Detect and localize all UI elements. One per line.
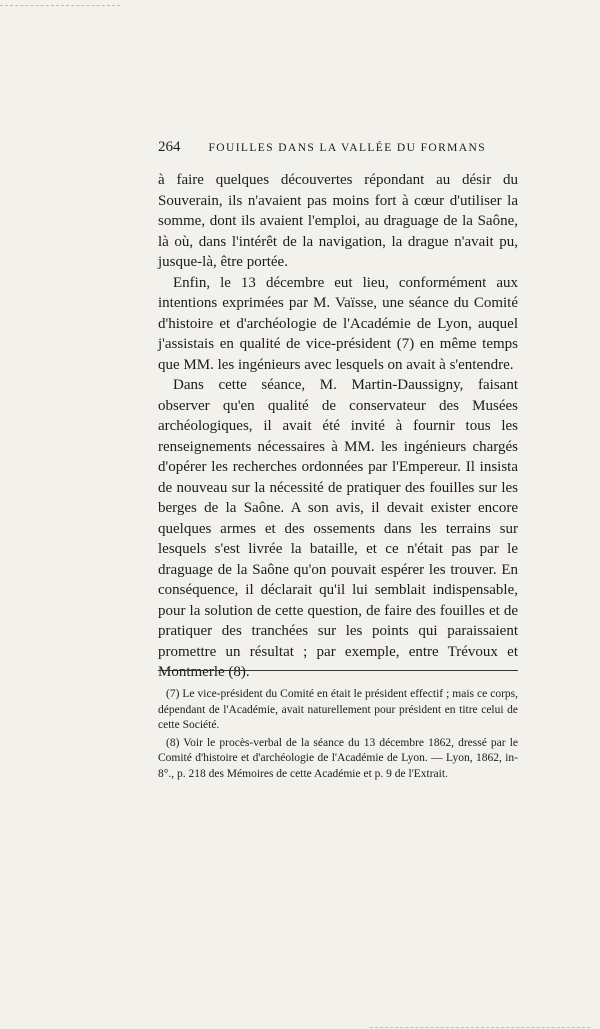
running-title: FOUILLES DANS LA VALLÉE DU FORMANS xyxy=(208,142,487,154)
scan-edge-mark-bottom xyxy=(370,1027,590,1028)
page-header xyxy=(158,139,518,156)
footnote-8: (8) Voir le procès-verbal de la séance du 13 décembre 1862, dressé par le Comité d'histoire et d'archéologie de l'Académie de Lyon. — Lyon, 1862, in-8°., p. 218 des Mémoires de cette Académie et p. 9 de l'Extrait. xyxy=(158,736,518,780)
footnote-7: (7) Le vice-président du Comité en était le président effectif ; mais ce corps, dépendant de l'Académie, avait naturellement pour président en titre celui de cette Société. xyxy=(158,688,518,731)
paragraph-1: à faire quelques découvertes répondant au désir du Souverain, ils n'avaient pas moins fort à cœur d'utiliser la somme, dont ils avaient l'emploi, au draguage de la Saône, là où, dans l'intérêt de la navigation, la drague n'avait pu, jusque-là, être portée. xyxy=(158,172,518,270)
footnotes xyxy=(158,687,518,784)
paragraph-3: Dans cette séance, M. Martin-Daussigny, faisant observer qu'en qualité de conservateur des Musées archéologiques, il avait été invité à fournir tous les renseignements nécessaires à MM. les ingénieurs chargés d'opérer les recherches ordonnées par l'Empereur. Il insista de nouveau sur la nécessité de pratiquer des fouilles sur les berges de la Saône. A son avis, il devait exister encore quelques armes et des ossements dans les terrains sur lesquels s'est livrée la bataille, et ce n'était pas par le draguage de la Saône qu'on pouvait espérer les trouver. En conséquence, il déclarait qu'il lui semblait indispensable, pour la solution de cette question, de faire des fouilles et de pratiquer des tranchées sur les points qui paraissaient promettre un résultat ; par exemple, entre Trévoux et Montmerle (8). xyxy=(158,377,518,680)
page-number: 264 xyxy=(158,139,181,155)
footnote-separator xyxy=(158,670,518,671)
main-text xyxy=(158,170,518,683)
paragraph-2: Enfin, le 13 décembre eut lieu, conformément aux intentions exprimées par M. Vaïsse, une séance du Comité d'histoire et d'archéologie de l'Académie de Lyon, auquel j'assistais en qualité de vice-président (7) en même temps que MM. les ingénieurs avec lesquels on avait à s'entendre. xyxy=(158,274,518,373)
scan-edge-mark-top xyxy=(0,5,120,6)
